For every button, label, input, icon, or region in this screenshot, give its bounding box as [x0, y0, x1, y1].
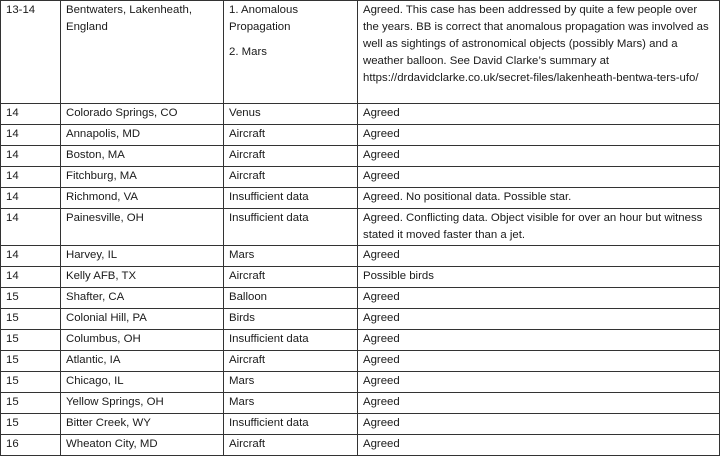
comment-cell: Agreed. Conflicting data. Object visible for over an hour but witness stated it moved faster than a jet.	[358, 209, 720, 246]
date-cell: 14	[1, 167, 61, 188]
explanation-cell: Aircraft	[224, 167, 358, 188]
comment-cell: Agreed	[358, 393, 720, 414]
explanation-cell: Aircraft	[224, 267, 358, 288]
explanation-cell: Aircraft	[224, 435, 358, 456]
table-row	[1, 288, 720, 309]
date-cell: 14	[1, 125, 61, 146]
explanation-cell: Balloon	[224, 288, 358, 309]
explanation-cell: Aircraft	[224, 351, 358, 372]
date-cell: 14	[1, 246, 61, 267]
table-row	[1, 146, 720, 167]
date-cell: 13-14	[1, 1, 61, 104]
table-row	[1, 267, 720, 288]
table-row	[1, 435, 720, 456]
explanation-cell: Insufficient data	[224, 330, 358, 351]
comment-cell: Agreed. No positional data. Possible star.	[358, 188, 720, 209]
explanation-item-1: 1. Anomalous Propagation	[229, 4, 299, 33]
location-cell: Harvey, IL	[61, 246, 224, 267]
date-cell: 15	[1, 288, 61, 309]
table-row	[1, 188, 720, 209]
location-cell: Boston, MA	[61, 146, 224, 167]
table-row	[1, 167, 720, 188]
explanation-cell: Mars	[224, 372, 358, 393]
date-cell: 15	[1, 393, 61, 414]
table-row	[1, 209, 720, 246]
explanation-cell: Insufficient data	[224, 209, 358, 246]
explanation-cell: Aircraft	[224, 125, 358, 146]
comment-cell: Agreed	[358, 330, 720, 351]
table-row	[1, 246, 720, 267]
explanation-cell: Mars	[224, 393, 358, 414]
date-cell: 14	[1, 209, 61, 246]
location-cell: Richmond, VA	[61, 188, 224, 209]
comment-cell: Agreed	[358, 351, 720, 372]
comment-cell: Agreed	[358, 125, 720, 146]
comment-cell: Agreed	[358, 104, 720, 125]
comment-cell: Agreed	[358, 146, 720, 167]
table-row	[1, 309, 720, 330]
location-cell: Colonial Hill, PA	[61, 309, 224, 330]
comment-cell: Agreed	[358, 435, 720, 456]
table-row	[1, 125, 720, 146]
table-row	[1, 393, 720, 414]
explanation-cell: Mars	[224, 246, 358, 267]
date-cell: 14	[1, 146, 61, 167]
date-cell: 15	[1, 351, 61, 372]
table-row	[1, 351, 720, 372]
location-cell: Bentwaters, Lakenheath, England	[61, 1, 224, 104]
location-cell: Annapolis, MD	[61, 125, 224, 146]
explanation-cell: Aircraft	[224, 146, 358, 167]
explanation-cell: Insufficient data	[224, 188, 358, 209]
date-cell: 14	[1, 267, 61, 288]
table-row	[1, 330, 720, 351]
explanation-item-2: 2. Mars	[229, 46, 267, 58]
location-cell: Atlantic, IA	[61, 351, 224, 372]
location-cell: Bitter Creek, WY	[61, 414, 224, 435]
comment-cell: Agreed	[358, 414, 720, 435]
location-cell: Kelly AFB, TX	[61, 267, 224, 288]
comment-cell: Agreed	[358, 372, 720, 393]
location-cell: Wheaton City, MD	[61, 435, 224, 456]
table-row	[1, 414, 720, 435]
comment-cell: Agreed	[358, 288, 720, 309]
comment-cell: Agreed. This case has been addressed by quite a few people over the years. BB is correct that anomalous propagation was involved as well as sightings of astronomical objects (possibly Mars) and a weather balloon. See David Clarke’s summary at https://drdavidclarke.co.uk/secret-files/lakenheath-bentwa-ters-ufo/	[358, 1, 720, 104]
date-cell: 15	[1, 414, 61, 435]
location-cell: Chicago, IL	[61, 372, 224, 393]
date-cell: 16	[1, 435, 61, 456]
location-cell: Yellow Springs, OH	[61, 393, 224, 414]
date-cell: 14	[1, 188, 61, 209]
date-cell: 15	[1, 330, 61, 351]
comment-cell: Agreed	[358, 309, 720, 330]
location-cell: Colorado Springs, CO	[61, 104, 224, 125]
date-cell: 15	[1, 372, 61, 393]
explanation-cell	[224, 1, 358, 104]
date-cell: 15	[1, 309, 61, 330]
explanation-cell: Venus	[224, 104, 358, 125]
explanation-cell: Insufficient data	[224, 414, 358, 435]
table-row	[1, 104, 720, 125]
comment-cell: Agreed	[358, 246, 720, 267]
location-cell: Fitchburg, MA	[61, 167, 224, 188]
comment-cell: Possible birds	[358, 267, 720, 288]
location-cell: Columbus, OH	[61, 330, 224, 351]
location-cell: Shafter, CA	[61, 288, 224, 309]
explanation-cell: Birds	[224, 309, 358, 330]
comment-cell: Agreed	[358, 167, 720, 188]
location-cell: Painesville, OH	[61, 209, 224, 246]
table-row	[1, 372, 720, 393]
table-row	[1, 1, 720, 104]
date-cell: 14	[1, 104, 61, 125]
